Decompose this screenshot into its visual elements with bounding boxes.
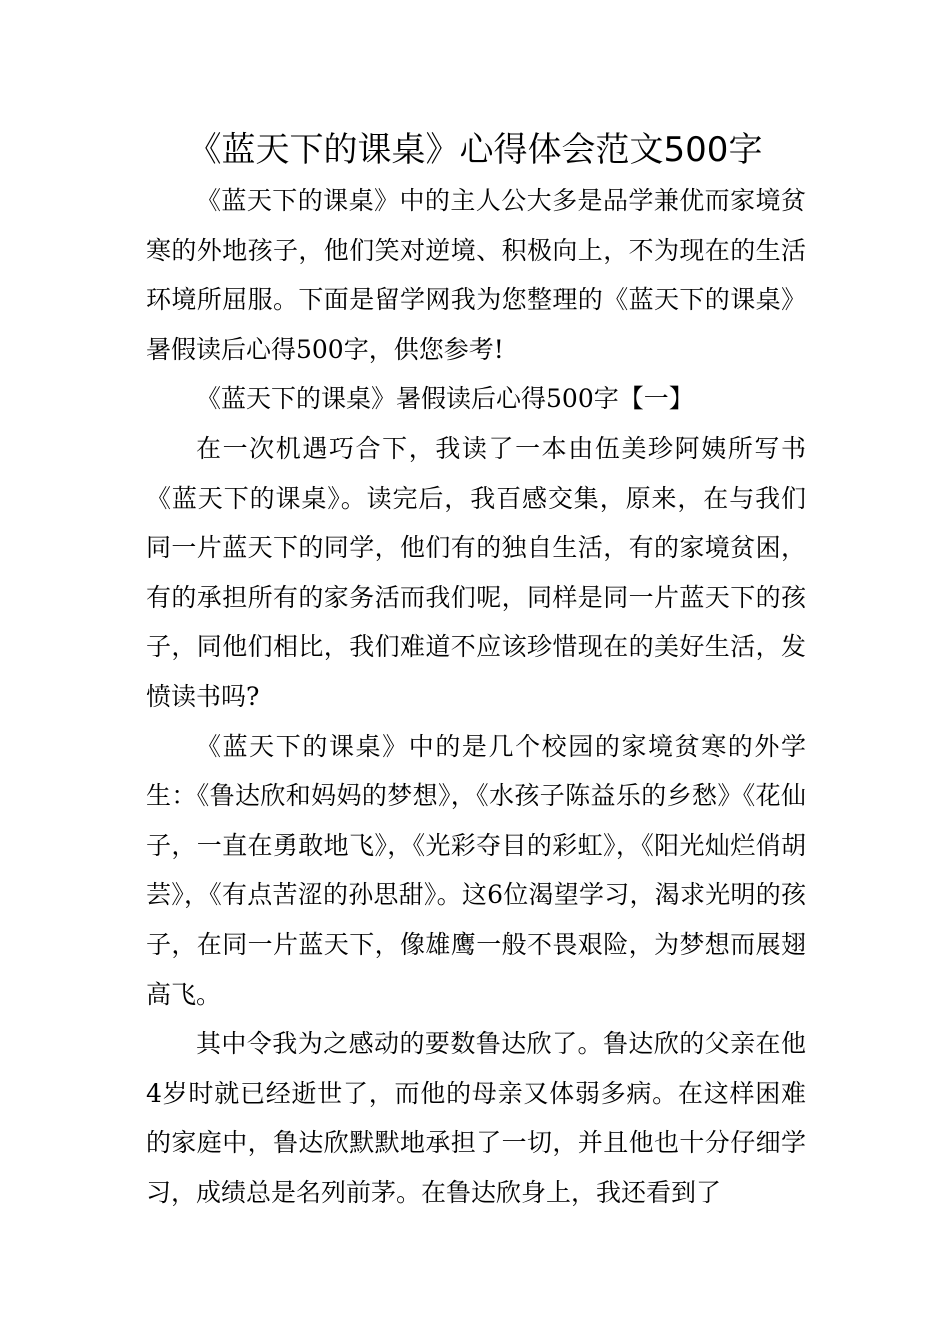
document-body (146, 176, 806, 1217)
paragraph-body: 《蓝天下的课桌》中的是几个校园的家境贫寒的外学生：《鲁达欣和妈妈的梦想》，《水孩子陈益乐的乡愁》《花仙子，一直在勇敢地飞》，《光彩夺目的彩虹》，《阳光灿烂俏胡芸》，《有点苦涩的孙思甜》。这6位渴望学习，渴求光明的孩子，在同一片蓝天下，像雄鹰一般不畏艰险，为梦想而展翅高飞。 (146, 731, 806, 1009)
paragraph-body: 其中令我为之感动的要数鲁达欣了。鲁达欣的父亲在他4岁时就已经逝世了，而他的母亲又体弱多病。在这样困难的家庭中，鲁达欣默默地承担了一切，并且他也十分仔细学习，成绩总是名列前茅。在鲁达欣身上，我还看到了 (146, 1029, 806, 1207)
paragraph-body: 在一次机遇巧合下，我读了一本由伍美珍阿姨所写书《蓝天下的课桌》。读完后，我百感交集，原来，在与我们同一片蓝天下的同学，他们有的独自生活，有的家境贫困，有的承担所有的家务活而我们呢，同样是同一片蓝天下的孩子，同他们相比，我们难道不应该珍惜现在的美好生活，发愤读书吗? (146, 433, 806, 711)
paragraph-section-heading: 《蓝天下的课桌》暑假读后心得500字【一】 (196, 384, 694, 414)
document-title: 《蓝天下的课桌》心得体会范文500字 (187, 130, 763, 170)
paragraph-intro: 《蓝天下的课桌》中的主人公大多是品学兼优而家境贫寒的外地孩子，他们笑对逆境、积极向上，不为现在的生活环境所屈服。下面是留学网我为您整理的《蓝天下的课桌》暑假读后心得500字，供您参考! (146, 186, 806, 364)
